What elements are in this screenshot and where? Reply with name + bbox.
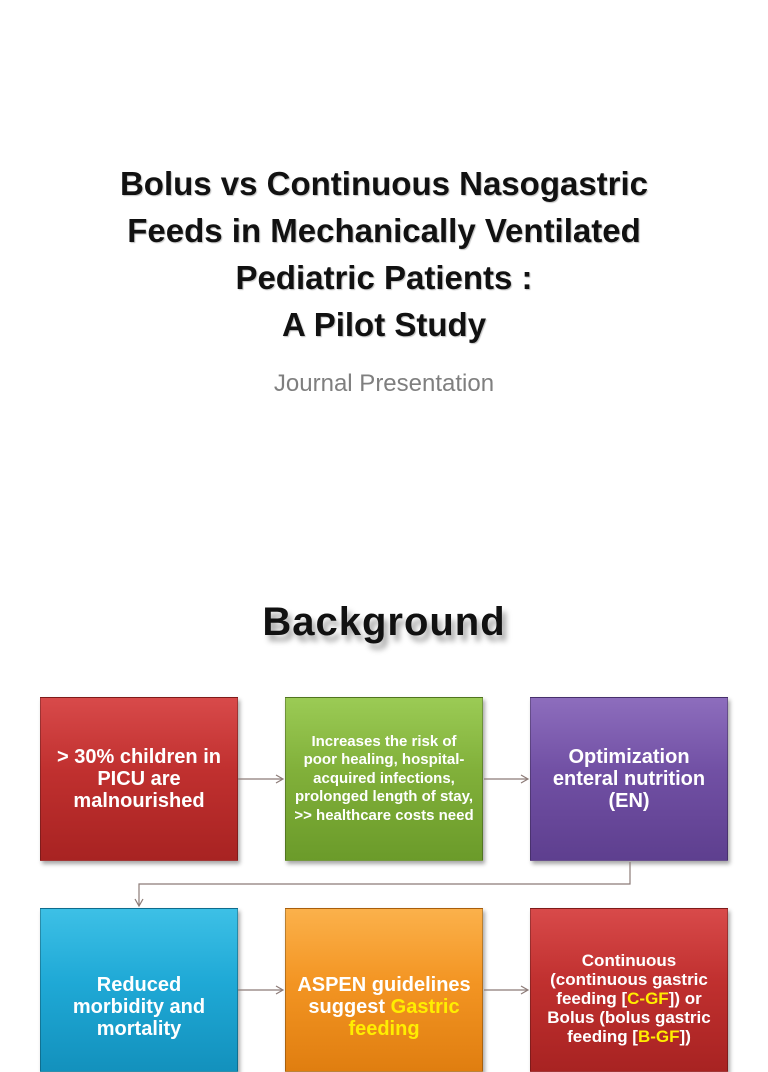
background-heading: Background xyxy=(262,600,506,644)
title-line-4: A Pilot Study xyxy=(281,306,487,343)
cb-highlight-bgf: B-GF xyxy=(637,1026,680,1046)
malnourished-text: > 30% children in PICU are malnourished xyxy=(57,746,221,812)
optimization-text: Optimization enteral nutrition (EN) xyxy=(552,746,706,812)
aspen-text-main: ASPEN guidelines suggest xyxy=(297,974,471,1018)
cb-part-1: Continuous (continuous gastric feeding [ xyxy=(550,950,708,1008)
presentation-subtitle: Journal Presentation xyxy=(273,370,495,397)
aspen-text-highlight: Gastric feeding xyxy=(348,996,460,1040)
cb-part-2: ]) or Bolus (bolus gastric feeding [ xyxy=(547,988,711,1046)
title-line-2: Feeds in Mechanically Ventilated xyxy=(127,212,641,249)
arrow-3-4 xyxy=(139,862,630,905)
risk-text: Increases the risk of poor healing, hospital-acquired infections, prolonged length of stay, >> healthcare costs need xyxy=(294,732,474,824)
cb-highlight-cgf: C-GF xyxy=(627,988,669,1008)
title-line-1: Bolus vs Continuous Nasogastric xyxy=(119,165,649,202)
cb-part-3: ]) xyxy=(679,1026,691,1046)
reduced-morbidity-text: Reduced morbidity and mortality xyxy=(72,974,206,1040)
title-line-3: Pediatric Patients : xyxy=(235,259,533,296)
